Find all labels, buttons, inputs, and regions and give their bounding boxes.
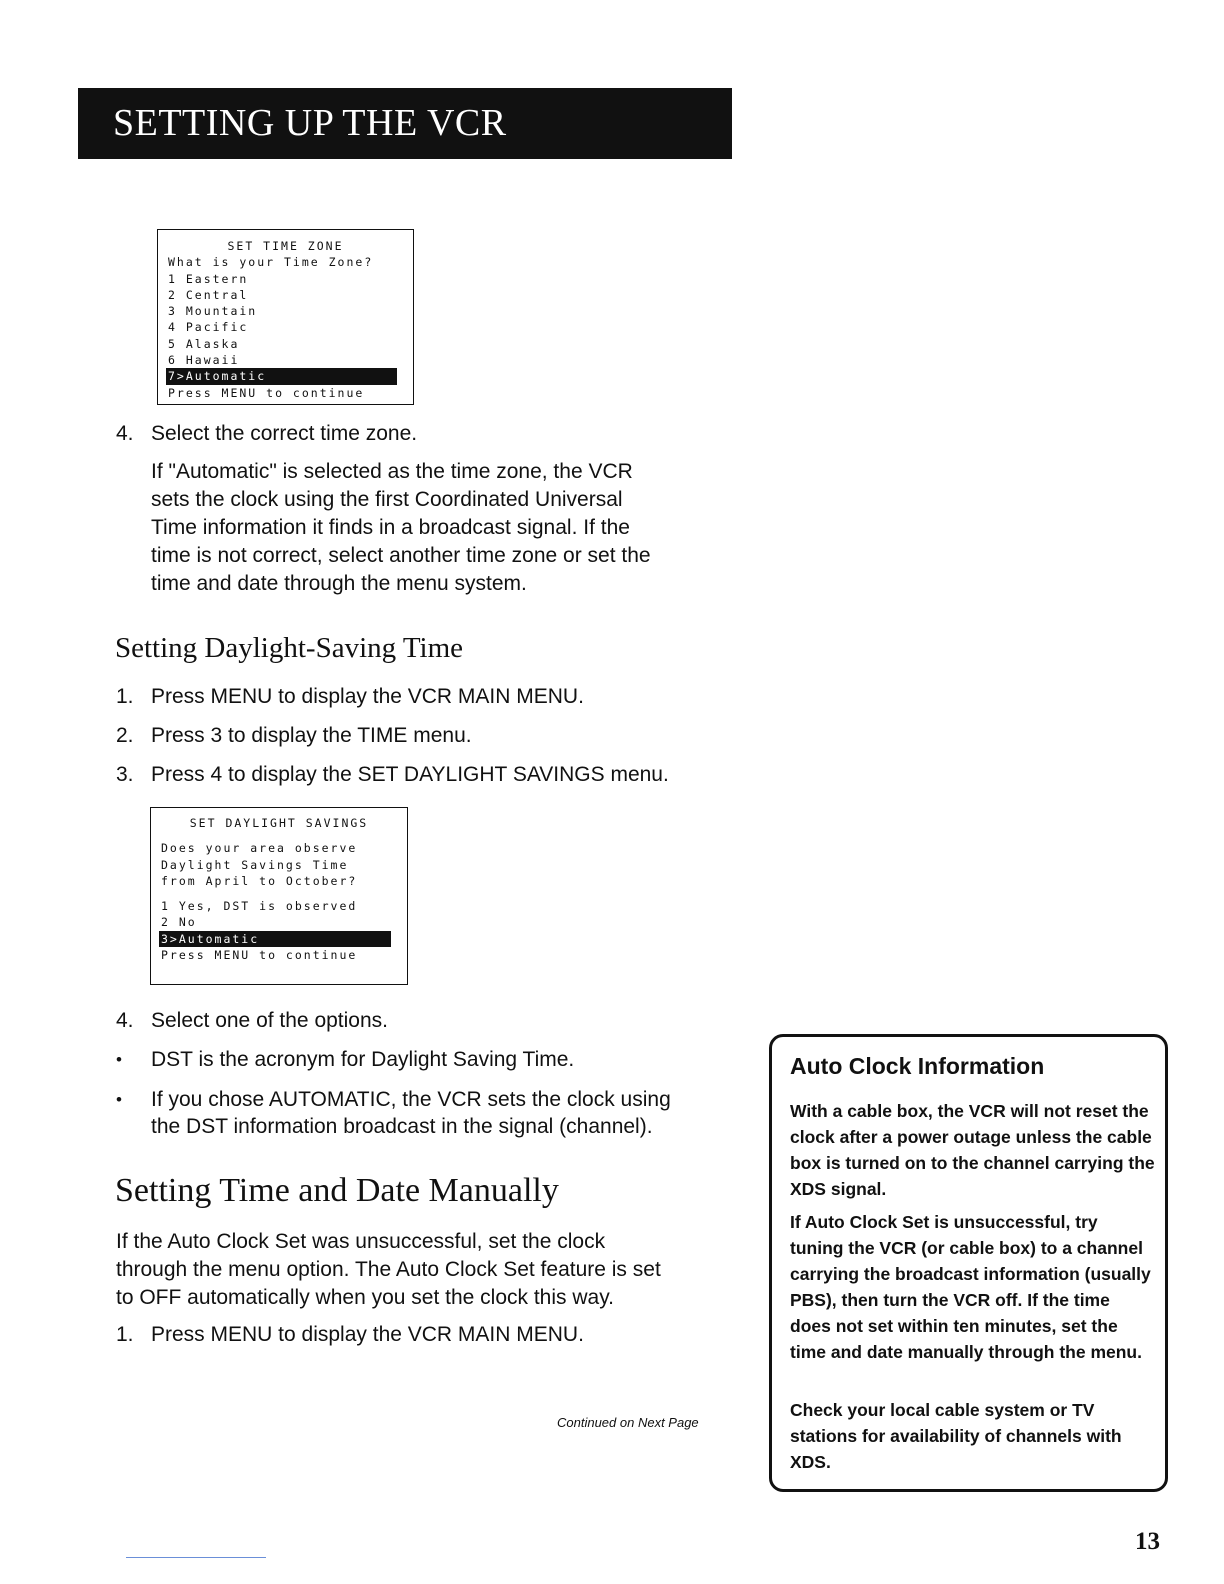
step-number: 4. — [116, 422, 134, 445]
time-zone-menu-screen — [157, 229, 414, 405]
step-number: 1. — [116, 1323, 134, 1346]
bullet-text: If you chose AUTOMATIC, the VCR sets the clock using — [151, 1088, 671, 1111]
menu-option: 3 Mountain — [168, 304, 258, 319]
screen-question: What is your Time Zone? — [168, 255, 374, 270]
continued-note: Continued on Next Page — [557, 1415, 699, 1430]
step-text: Press 4 to display the SET DAYLIGHT SAVINGS menu. — [151, 763, 669, 786]
menu-option: 6 Hawaii — [168, 353, 240, 368]
screen-footer: Press MENU to continue — [161, 948, 358, 963]
explanation-line: Time information it finds in a broadcast signal. If the — [151, 516, 630, 539]
section-banner: SETTING UP THE VCR — [78, 88, 732, 159]
footer-rule — [126, 1557, 266, 1558]
menu-option-selected: 7>Automatic — [166, 368, 397, 384]
auto-clock-info-box — [769, 1034, 1168, 1492]
explanation-line: time and date through the menu system. — [151, 572, 527, 595]
menu-option-selected: 3>Automatic — [159, 931, 391, 947]
explanation-line: If "Automatic" is selected as the time zone, the VCR — [151, 460, 633, 483]
page-number: 13 — [1135, 1528, 1160, 1555]
bullet-text: the DST information broadcast in the signal (channel). — [151, 1115, 653, 1138]
step-text: Select the correct time zone. — [151, 422, 418, 445]
daylight-savings-menu-screen — [150, 807, 408, 985]
menu-option: 1 Yes, DST is observed — [161, 899, 358, 914]
box-paragraph: Check your local cable system or TV stations for availability of channels with XDS. — [790, 1400, 1122, 1472]
screen-footer: Press MENU to continue — [168, 385, 365, 400]
section-heading: Setting Daylight-Saving Time — [115, 632, 464, 664]
step-number: 4. — [116, 1009, 134, 1032]
bullet-icon: • — [116, 1050, 122, 1069]
step-text: Select one of the options. — [151, 1009, 388, 1032]
box-title: Auto Clock Information — [790, 1053, 1045, 1079]
box-paragraph: With a cable box, the VCR will not reset the clock after a power outage unless the cable box is turned on to the channel carrying the XDS signal. — [790, 1101, 1155, 1199]
screen-question: Does your area observe — [161, 841, 358, 856]
screen-question: from April to October? — [161, 873, 358, 888]
menu-option: 4 Pacific — [168, 320, 249, 335]
step-number: 3. — [116, 763, 134, 786]
intro-line: to OFF automatically when you set the clock this way. — [116, 1286, 614, 1309]
explanation-line: sets the clock using the first Coordinated Universal — [151, 488, 623, 511]
box-paragraph: If Auto Clock Set is unsuccessful, try tuning the VCR (or cable box) to a channel carrying the broadcast information (usually PBS), then turn the VCR off. If the time does not set within ten minutes, set the time and date manually through the menu. — [790, 1212, 1151, 1362]
step-text: Press MENU to display the VCR MAIN MENU. — [151, 685, 584, 708]
step-text: Press 3 to display the TIME menu. — [151, 724, 472, 747]
menu-option: 2 Central — [168, 287, 249, 302]
intro-line: If the Auto Clock Set was unsuccessful, set the clock — [116, 1230, 606, 1253]
menu-option: 2 No — [161, 915, 197, 930]
bullet-icon: • — [116, 1090, 122, 1109]
explanation-line: time is not correct, select another time zone or set the — [151, 544, 651, 567]
screen-title: SET TIME ZONE — [227, 239, 344, 253]
step-text: Press MENU to display the VCR MAIN MENU. — [151, 1323, 584, 1346]
bullet-text: DST is the acronym for Daylight Saving Time. — [151, 1048, 575, 1071]
screen-title: SET DAYLIGHT SAVINGS — [189, 816, 369, 830]
intro-line: through the menu option. The Auto Clock Set feature is set — [116, 1258, 661, 1281]
menu-option: 1 Eastern — [168, 271, 249, 286]
screen-question: Daylight Savings Time — [161, 857, 349, 872]
step-number: 1. — [116, 685, 134, 708]
menu-option: 5 Alaska — [168, 336, 240, 351]
step-number: 2. — [116, 724, 134, 747]
section-heading: Setting Time and Date Manually — [115, 1172, 559, 1209]
